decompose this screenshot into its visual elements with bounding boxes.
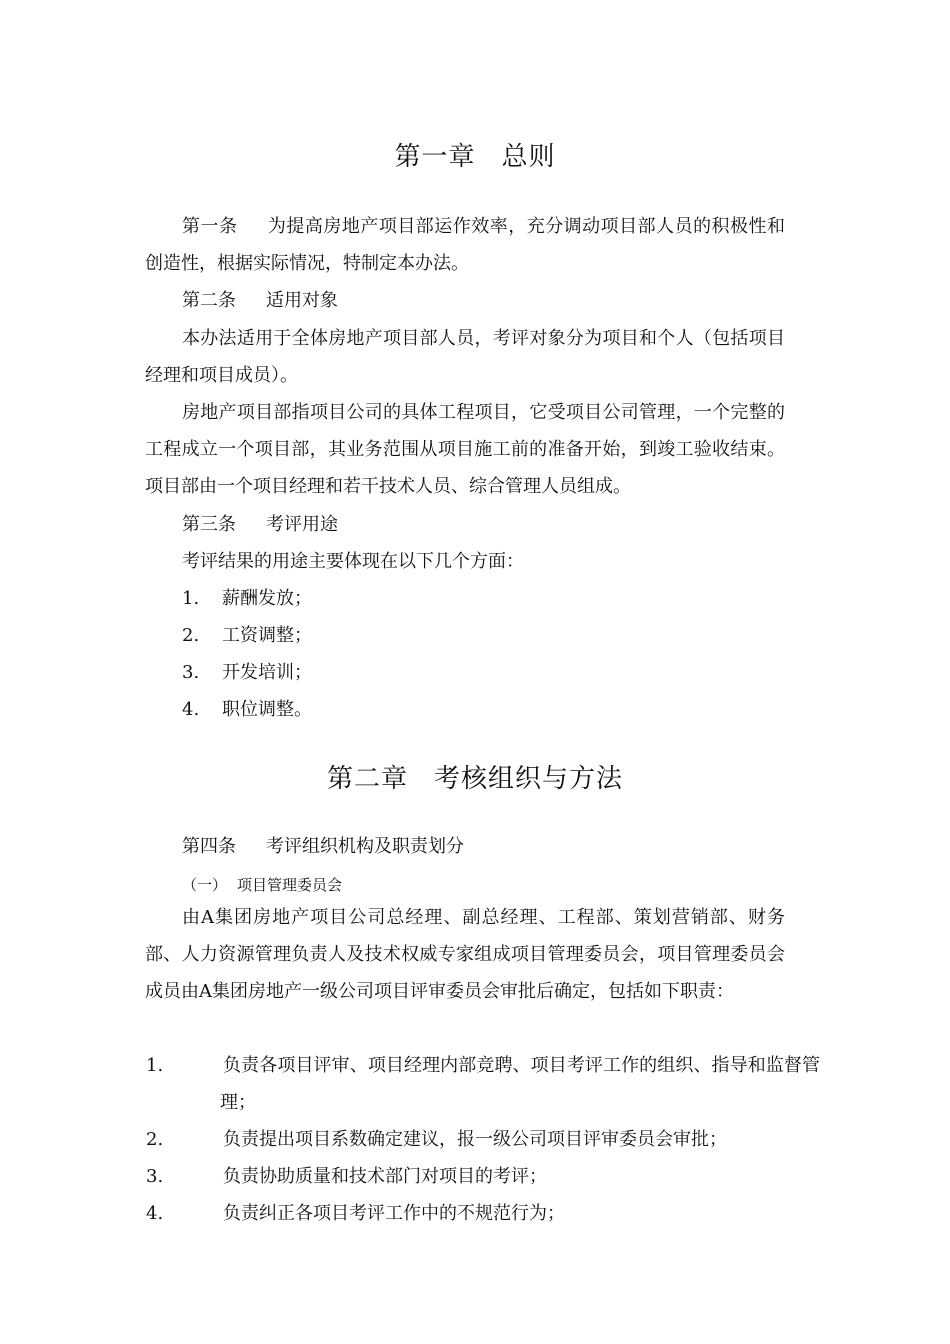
list-number: 3. [182,662,200,683]
article-1 [145,208,785,282]
list-text: 负责纠正各项目考评工作中的不规范行为； [223,1203,565,1224]
section-1-heading [182,874,342,896]
list-text: 工资调整； [222,625,312,646]
chapter-2-title [0,758,950,795]
chapter-1-title [0,136,950,173]
article-title: 考评组织机构及职责划分 [266,836,464,857]
list-number: 3. [146,1166,164,1187]
chapter-name: 总则 [501,142,556,172]
list-item [182,699,312,721]
list-text: 负责各项目评审、项目经理内部竞聘、项目考评工作的组织、指导和监督管理； [220,1055,820,1113]
article-title: 考评用途 [266,514,338,535]
list-item [182,625,312,647]
article-label: 第二条 [182,290,236,311]
article-text: 为提高房地产项目部运作效率，充分调动项目部人员的积极性和创造性，根据实际情况，特制定本办法。 [145,216,785,274]
article-label: 第三条 [182,514,236,535]
list-item [146,1121,820,1158]
list-item [146,1047,820,1121]
list-text: 开发培训； [222,662,312,683]
article-4-heading [182,836,464,858]
list-number: 1. [182,588,200,609]
list-number: 1. [146,1055,164,1076]
article-2-heading [182,290,338,312]
list-number: 2. [146,1129,164,1150]
chapter-name: 考核组织与方法 [434,764,624,794]
section-label: （一） [182,876,228,894]
list-text: 负责提出项目系数确定建议，报一级公司项目评审委员会审批； [223,1129,727,1150]
list-item [182,662,312,684]
article-2-paragraph-2: 房地产项目部指项目公司的具体工程项目，它受项目公司管理，一个完整的工程成立一个项目部，其业务范围从项目施工前的准备开始，到竣工验收结束。项目部由一个项目经理和若干技术人员、综合管理人员组成。 [145,402,785,497]
list-item [146,1158,820,1195]
article-label: 第四条 [182,836,236,857]
chapter-number: 第二章 [326,764,408,794]
section-1-paragraph: 由A集团房地产项目公司总经理、副总经理、工程部、策划营销部、财务部、人力资源管理负责人及技术权威专家组成项目管理委员会，项目管理委员会成员由A集团房地产一级公司项目评审委员会审批后确定，包括如下职责： [145,907,785,1002]
list-text: 负责协助质量和技术部门对项目的考评； [223,1166,547,1187]
list-text: 职位调整。 [222,699,312,720]
article-3-intro: 考评结果的用途主要体现在以下几个方面： [182,551,524,572]
list-text: 薪酬发放； [222,588,312,609]
list-item [146,1195,820,1232]
article-3-heading [182,514,338,536]
article-2-paragraph-1: 本办法适用于全体房地产项目部人员，考评对象分为项目和个人（包括项目经理和项目成员）。 [145,328,785,386]
chapter-number: 第一章 [394,142,476,172]
article-label: 第一条 [182,216,238,237]
article-title: 适用对象 [266,290,338,311]
list-item [182,588,312,610]
list-number: 4. [146,1203,164,1224]
list-number: 2. [182,625,200,646]
section-title: 项目管理委员会 [237,876,343,894]
list-number: 4. [182,699,200,720]
